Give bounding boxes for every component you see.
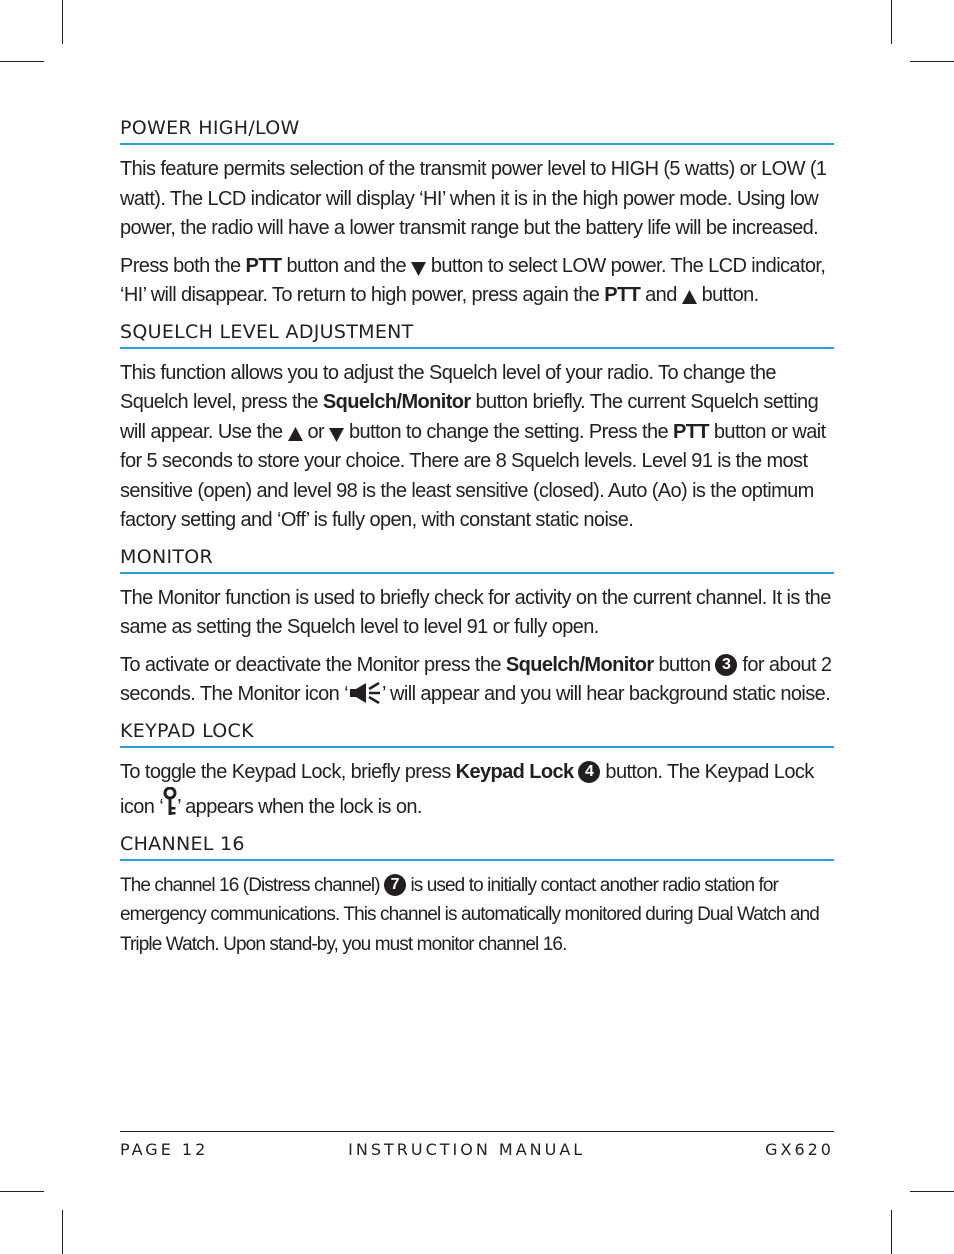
crop-mark bbox=[891, 0, 892, 44]
down-arrow-icon bbox=[411, 261, 426, 276]
crop-mark bbox=[62, 1210, 63, 1254]
model-name: GX620 bbox=[765, 1140, 834, 1159]
text-run: The channel 16 (Distress channel) bbox=[120, 874, 385, 896]
button-number-badge: 4 bbox=[578, 761, 600, 783]
section-heading-keypad-lock: KEYPAD LOCK bbox=[120, 716, 834, 748]
monitor-speaker-icon bbox=[348, 682, 382, 704]
keypad-lock-paragraph bbox=[120, 758, 834, 823]
down-arrow-icon bbox=[329, 427, 344, 442]
button-number-badge: 7 bbox=[384, 874, 406, 896]
text-run: button. bbox=[696, 284, 759, 306]
manual-title: INSTRUCTION MANUAL bbox=[348, 1140, 586, 1159]
crop-mark bbox=[910, 61, 954, 62]
text-run: for about 2 seconds. The Monitor icon ‘ bbox=[120, 653, 832, 705]
channel-16-paragraph bbox=[120, 871, 834, 960]
text-run: To toggle the Keypad Lock, briefly press bbox=[120, 760, 456, 783]
text-run: button briefly. The current Squelch setting will appear. Use the bbox=[120, 391, 819, 443]
text-run: is used to initially contact another radio station for emergency communications. This channel is automatically monitored during Dual Watch and Triple Watch. Upon stand-by, you must monitor channel 16. bbox=[120, 874, 819, 955]
button-number-badge: 3 bbox=[715, 654, 737, 676]
key-icon bbox=[163, 787, 177, 817]
page-content bbox=[120, 113, 834, 959]
keypad-lock-label: Keypad Lock bbox=[455, 760, 574, 783]
section-heading-power: POWER HIGH/LOW bbox=[120, 113, 834, 145]
up-arrow-icon bbox=[682, 290, 697, 305]
crop-mark bbox=[0, 1191, 44, 1192]
monitor-paragraph-2 bbox=[120, 651, 834, 710]
squelch-paragraph bbox=[120, 359, 834, 536]
power-paragraph-2 bbox=[120, 252, 834, 311]
text-run: button to change the setting. Press the bbox=[344, 420, 673, 443]
up-arrow-icon bbox=[288, 427, 303, 442]
text-run: ’ appears when the lock is on. bbox=[177, 796, 422, 818]
text-run: button bbox=[653, 653, 716, 676]
text-run: button or wait for 5 seconds to store your choice. There are 8 Squelch levels. Level 91 is the most sensitive (open) and level 98 is the least sensitive (closed). Auto (Ao) is the optimum factory setting and ‘Off’ is fully open, with constant static noise. bbox=[120, 420, 826, 531]
ptt-label: PTT bbox=[245, 254, 282, 277]
crop-mark bbox=[0, 61, 44, 62]
page-footer bbox=[120, 1131, 834, 1159]
text-run: button to select LOW power. The LCD indicator, ‘HI’ will disappear. To return to high power, press again the bbox=[120, 254, 826, 306]
section-heading-channel-16: CHANNEL 16 bbox=[120, 829, 834, 861]
section-heading-monitor: MONITOR bbox=[120, 542, 834, 574]
crop-mark bbox=[62, 0, 63, 44]
text-run: This function allows you to adjust the Squelch level of your radio. To change the Squelch level, press the bbox=[120, 361, 776, 413]
squelch-monitor-label: Squelch/Monitor bbox=[322, 391, 471, 413]
power-paragraph-1: This feature permits selection of the transmit power level to HIGH (5 watts) or LOW (1 watt). The LCD indicator will display ‘HI’ when it is in the high power mode. Using low power, the radio will have a lower transmit range but the battery life will be increased. bbox=[120, 158, 827, 239]
text-run: button and the bbox=[281, 254, 411, 277]
text-run: To activate or deactivate the Monitor press the bbox=[120, 653, 506, 676]
ptt-label: PTT bbox=[604, 284, 641, 306]
text-run: ’ will appear and you will hear background static noise. bbox=[382, 683, 831, 705]
text-run: or bbox=[302, 420, 329, 443]
text-run: and bbox=[640, 284, 682, 306]
text-run: Press both the bbox=[120, 254, 246, 277]
section-heading-squelch: SQUELCH LEVEL ADJUSTMENT bbox=[120, 317, 834, 349]
crop-mark bbox=[891, 1210, 892, 1254]
text-run: button. The Keypad Lock icon ‘ bbox=[120, 760, 814, 818]
squelch-monitor-label: Squelch/Monitor bbox=[505, 653, 654, 676]
monitor-paragraph-1: The Monitor function is used to briefly check for activity on the current channel. It is the same as setting the Squelch level to level 91 or fully open. bbox=[120, 586, 831, 638]
ptt-label: PTT bbox=[672, 420, 709, 443]
crop-mark bbox=[910, 1191, 954, 1192]
page-number: PAGE 12 bbox=[120, 1140, 209, 1159]
